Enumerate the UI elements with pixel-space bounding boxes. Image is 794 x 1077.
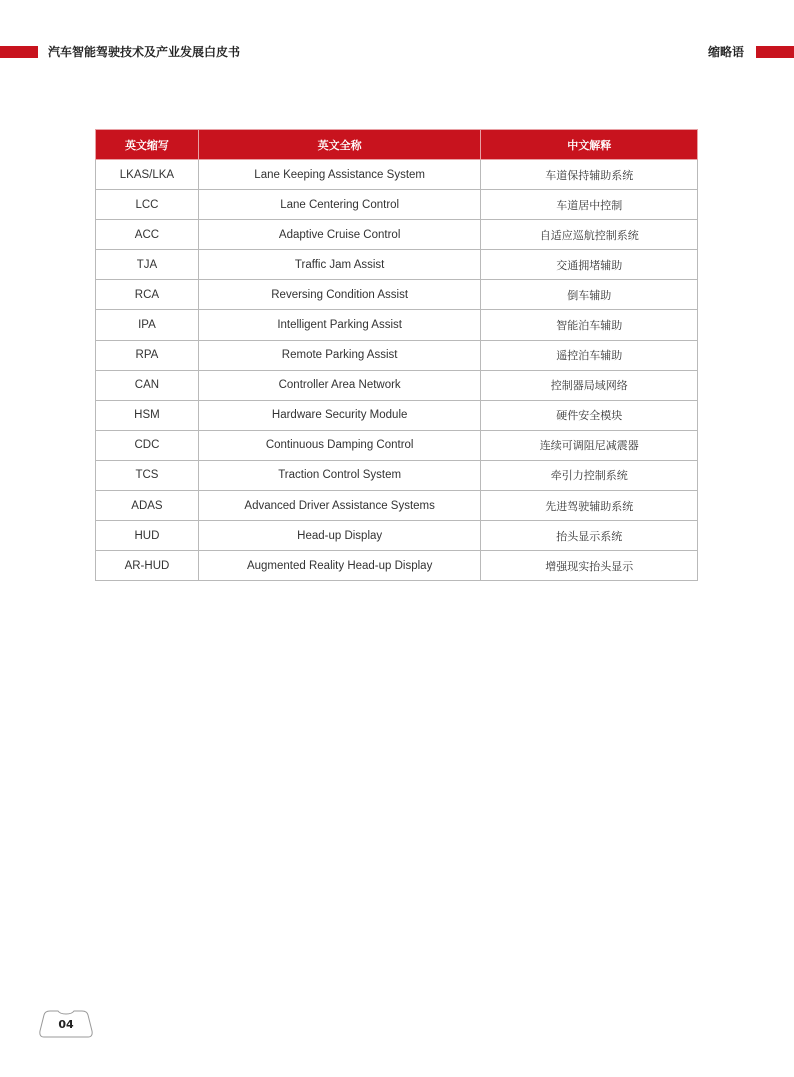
cell-chinese: 交通拥堵辅助	[481, 250, 698, 280]
cell-full-name: Remote Parking Assist	[198, 340, 481, 370]
table-row	[96, 491, 698, 521]
cell-abbreviation: TJA	[96, 250, 199, 280]
cell-abbreviation: CDC	[96, 430, 199, 460]
cell-abbreviation: IPA	[96, 310, 199, 340]
cell-chinese: 车道居中控制	[481, 190, 698, 220]
cell-abbreviation: ADAS	[96, 491, 199, 521]
abbreviation-table	[95, 129, 698, 581]
table-row	[96, 340, 698, 370]
cell-full-name: Hardware Security Module	[198, 400, 481, 430]
cell-chinese: 车道保持辅助系统	[481, 160, 698, 190]
header-abbreviation: 英文缩写	[96, 130, 199, 160]
table-row	[96, 460, 698, 490]
cell-chinese: 遥控泊车辅助	[481, 340, 698, 370]
table-row	[96, 370, 698, 400]
cell-chinese: 连续可调阻尼减震器	[481, 430, 698, 460]
cell-full-name: Adaptive Cruise Control	[198, 220, 481, 250]
header-chinese: 中文解释	[481, 130, 698, 160]
section-title: 缩略语	[707, 45, 744, 59]
table-header-row	[96, 130, 698, 160]
header-full-name: 英文全称	[198, 130, 481, 160]
page-number: 04	[58, 1018, 74, 1031]
table-row	[96, 400, 698, 430]
cell-abbreviation: LKAS/LKA	[96, 160, 199, 190]
cell-abbreviation: RPA	[96, 340, 199, 370]
header-accent-bar-left	[0, 46, 38, 58]
cell-chinese: 抬头显示系统	[481, 521, 698, 551]
table-row	[96, 551, 698, 581]
cell-full-name: Traffic Jam Assist	[198, 250, 481, 280]
cell-chinese: 增强现实抬头显示	[481, 551, 698, 581]
cell-abbreviation: RCA	[96, 280, 199, 310]
cell-full-name: Controller Area Network	[198, 370, 481, 400]
cell-abbreviation: CAN	[96, 370, 199, 400]
table-row	[96, 250, 698, 280]
cell-chinese: 倒车辅助	[481, 280, 698, 310]
cell-chinese: 先进驾驶辅助系统	[481, 491, 698, 521]
cell-chinese: 牵引力控制系统	[481, 460, 698, 490]
cell-full-name: Head-up Display	[198, 521, 481, 551]
cell-abbreviation: AR-HUD	[96, 551, 199, 581]
cell-full-name: Augmented Reality Head-up Display	[198, 551, 481, 581]
cell-chinese: 智能泊车辅助	[481, 310, 698, 340]
cell-full-name: Reversing Condition Assist	[198, 280, 481, 310]
cell-abbreviation: HSM	[96, 400, 199, 430]
page-number-badge	[38, 1009, 94, 1039]
cell-abbreviation: HUD	[96, 521, 199, 551]
table-row	[96, 160, 698, 190]
cell-abbreviation: LCC	[96, 190, 199, 220]
document-title: 汽车智能驾驶技术及产业发展白皮书	[48, 45, 241, 59]
cell-full-name: Lane Keeping Assistance System	[198, 160, 481, 190]
table-row	[96, 190, 698, 220]
cell-chinese: 自适应巡航控制系统	[481, 220, 698, 250]
header-accent-bar-right	[756, 46, 794, 58]
table-row	[96, 521, 698, 551]
table-row	[96, 430, 698, 460]
cell-full-name: Lane Centering Control	[198, 190, 481, 220]
cell-abbreviation: ACC	[96, 220, 199, 250]
cell-full-name: Intelligent Parking Assist	[198, 310, 481, 340]
table-row	[96, 220, 698, 250]
cell-chinese: 控制器局域网络	[481, 370, 698, 400]
cell-full-name: Continuous Damping Control	[198, 430, 481, 460]
cell-full-name: Traction Control System	[198, 460, 481, 490]
table-row	[96, 280, 698, 310]
cell-chinese: 硬件安全模块	[481, 400, 698, 430]
table-row	[96, 310, 698, 340]
cell-full-name: Advanced Driver Assistance Systems	[198, 491, 481, 521]
cell-abbreviation: TCS	[96, 460, 199, 490]
